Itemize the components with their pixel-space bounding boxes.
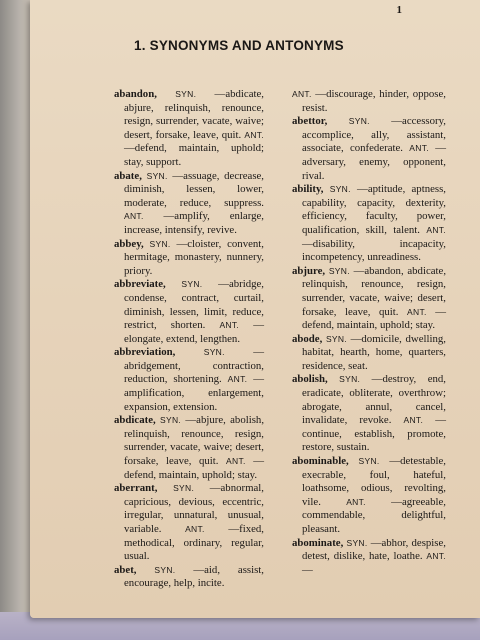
entry-headword: abbey, <box>114 237 144 250</box>
ant-label: ANT. <box>407 306 427 317</box>
syn-label: SYN. <box>339 374 361 385</box>
antonym-list: — <box>302 563 313 576</box>
entry-headword: abdicate, <box>114 414 156 427</box>
antonym-list: —disability, incapacity, incompetency, unreadiness. <box>302 237 446 264</box>
synonym-list: —abhor, despise, detest, dislike, hate, loathe. <box>302 536 446 563</box>
ant-label: ANT. <box>292 89 312 99</box>
syn-label: SYN. <box>160 415 182 426</box>
dictionary-entry <box>114 88 264 170</box>
ant-label: ANT. <box>124 211 144 222</box>
entry-headword: abandon, <box>114 88 157 100</box>
dictionary-entry <box>292 115 446 183</box>
dictionary-entry <box>114 238 264 279</box>
table-surface-left <box>0 0 34 640</box>
entry-headword: abbreviate, <box>114 278 166 291</box>
antonym-list: —amplify, enlarge, increase, intensify, revive. <box>124 210 264 236</box>
antonym-list: —elongate, extend, lengthen. <box>124 319 264 345</box>
entry-headword: abominate, <box>292 536 344 549</box>
synonym-list: —abridgement, contraction, reduction, shortening. <box>124 346 265 386</box>
ant-label: ANT. <box>426 224 446 235</box>
dictionary-entry <box>114 346 264 414</box>
syn-label: SYN. <box>181 279 203 290</box>
synonym-list: —abjure, abolish, relinquish, renounce, resign, surrender, vacate, waive; desert, forsake, leave, quit. <box>124 414 265 468</box>
antonym-list: —continue, establish, promote, restore, sustain. <box>302 414 446 454</box>
syn-label: SYN. <box>325 333 347 344</box>
synonym-list: —abdicate, abjure, relinquish, renounce, resign, surrender, vacate, waive; desert, forsake, leave, quit. <box>124 88 264 141</box>
synonym-list: —detestable, execrable, foul, hateful, loathsome, odious, revolting, vile. <box>302 455 447 508</box>
synonym-list: —domicile, dwelling, habitat, hearth, home, quarters, residence, seat. <box>302 332 446 372</box>
synonym-list: —assuage, decrease, diminish, lessen, lower, moderate, reduce, suppress. <box>124 169 265 209</box>
antonym-list: —agreeable, commendable, delightful, pleasant. <box>302 495 446 535</box>
ant-label: ANT. <box>226 456 246 467</box>
syn-label: SYN. <box>328 265 350 276</box>
left-column <box>114 88 264 591</box>
ant-label: ANT. <box>409 143 429 154</box>
syn-label: SYN. <box>203 347 225 358</box>
ant-label: ANT. <box>426 551 446 562</box>
syn-label: SYN. <box>346 537 368 548</box>
ant-label: ANT. <box>185 524 205 534</box>
entry-headword: abode, <box>292 332 323 345</box>
ant-label: ANT. <box>403 415 424 426</box>
ant-label: ANT. <box>244 129 264 140</box>
ant-label: ANT. <box>219 320 240 331</box>
synonym-list: —aid, assist, encourage, help, incite. <box>124 563 264 590</box>
dictionary-entry <box>292 373 446 455</box>
ant-label: ANT. <box>346 496 366 507</box>
ant-label: ANT. <box>227 374 248 385</box>
synonym-list: —cloister, convent, hermitage, monastery, nunnery, priory. <box>124 237 264 277</box>
dictionary-entry <box>292 183 446 265</box>
syn-label: SYN. <box>358 456 380 467</box>
entry-headword: abbreviation, <box>114 346 176 359</box>
syn-label: SYN. <box>154 564 176 575</box>
dictionary-entry <box>292 537 446 578</box>
synonym-list: —destroy, end, eradicate, obliterate, overthrow; abrogate, annul, cancel, invalidate, revoke. <box>302 373 446 427</box>
syn-label: SYN. <box>173 483 195 494</box>
book-page <box>30 0 480 618</box>
antonym-list: —fixed, methodical, ordinary, regular, usual. <box>124 523 264 563</box>
antonym-list: —amplification, enlargement, expansion, extension. <box>124 373 265 413</box>
synonym-list: —abridge, condense, contract, curtail, diminish, lessen, limit, reduce, restrict, shorten. <box>124 278 265 332</box>
entry-headword: abate, <box>114 169 142 182</box>
entry-headword: abettor, <box>292 115 328 128</box>
syn-label: SYN. <box>175 89 197 99</box>
dictionary-entry <box>292 455 446 537</box>
syn-label: SYN. <box>348 116 370 127</box>
dictionary-entry <box>292 88 446 115</box>
dictionary-entry <box>114 564 264 591</box>
dictionary-entry <box>292 333 446 374</box>
entry-headword: abjure, <box>292 264 326 277</box>
synonym-list: —abandon, abdicate, relinquish, renounce, resign, surrender, vacate, waive; desert, forsake, leave, quit. <box>302 264 447 318</box>
entry-headword: abet, <box>114 563 137 576</box>
antonym-list: —defend, maintain, uphold; stay, support. <box>124 142 264 168</box>
synonym-list: —aptitude, aptness, capability, capacity, dexterity, efficiency, faculty, power, qualification, skill, talent. <box>302 183 446 236</box>
antonym-list: —defend, maintain, uphold; stay. <box>124 455 264 481</box>
syn-label: SYN. <box>329 184 351 195</box>
antonym-list: —defend, maintain, uphold; stay. <box>302 305 446 332</box>
dictionary-entry <box>114 278 264 346</box>
page-title: 1. SYNONYMS AND ANTONYMS <box>134 38 344 53</box>
syn-label: SYN. <box>146 170 168 181</box>
dictionary-entry <box>114 414 264 482</box>
dictionary-entry <box>114 482 264 564</box>
syn-label: SYN. <box>149 238 171 249</box>
dictionary-entry <box>292 265 446 333</box>
synonym-list: —accessory, accomplice, ally, assistant, associate, confederate. <box>302 115 447 155</box>
entry-headword: abominable, <box>292 455 349 468</box>
entry-headword: abolish, <box>292 373 328 386</box>
antonym-list: —adversary, enemy, opponent, rival. <box>302 142 447 182</box>
right-column <box>292 88 446 577</box>
antonym-list: —discourage, hinder, oppose, resist. <box>302 88 446 114</box>
entry-headword: ability, <box>292 183 324 196</box>
dictionary-entry <box>114 170 264 238</box>
page-number: 1 <box>396 4 402 16</box>
synonym-list: —abnormal, capricious, devious, eccentric, irregular, unnatural, unusual, variable. <box>124 482 264 535</box>
entry-headword: aberrant, <box>114 482 158 495</box>
